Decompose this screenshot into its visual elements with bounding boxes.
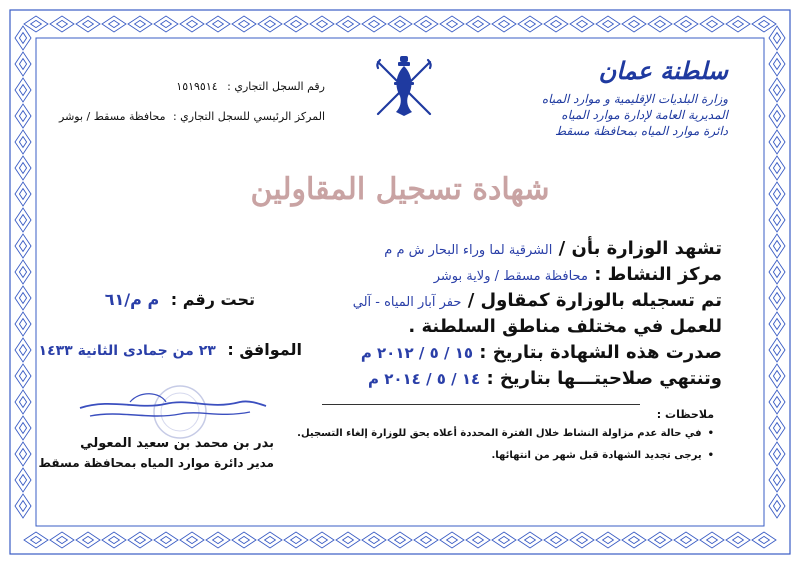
border-diamond — [206, 532, 230, 548]
registration-code: م م/٦١ — [104, 290, 160, 309]
border-diamond — [769, 390, 785, 414]
border-diamond — [769, 260, 785, 284]
border-diamond — [284, 532, 308, 548]
hijri-date: ٢٣ من جمادى الثانية ١٤٣٣ — [38, 343, 216, 359]
border-diamond — [769, 364, 785, 388]
under-number-line: تحت رقم : م م/٦١ — [104, 290, 255, 309]
border-diamond — [15, 468, 31, 492]
border-diamond — [24, 532, 48, 548]
notes-divider — [322, 404, 640, 405]
border-diamond — [769, 130, 785, 154]
border-diamond — [388, 16, 412, 32]
border-diamond — [752, 532, 776, 548]
border-diamond — [414, 532, 438, 548]
border-diamond — [769, 468, 785, 492]
border-diamond — [726, 16, 750, 32]
border-diamond — [362, 16, 386, 32]
activity-location: محافظة مسقط / ولاية بوشر — [433, 269, 588, 284]
border-diamond — [310, 532, 334, 548]
ministry-logo-text: سلطنة عمان — [598, 56, 728, 85]
commercial-register-number: رقم السجل التجاري : ١٥١٩٥١٤ — [176, 80, 325, 93]
expiry-date: ١٤ / ٥ / ٢٠١٤ م — [368, 370, 481, 388]
border-diamond — [15, 494, 31, 518]
department-name: دائرة موارد المياه بمحافظة مسقط — [554, 124, 728, 138]
border-diamond — [15, 312, 31, 336]
border-diamond — [15, 234, 31, 258]
border-diamond — [769, 26, 785, 50]
border-diamond — [15, 364, 31, 388]
border-diamond — [596, 532, 620, 548]
border-diamond — [15, 390, 31, 414]
border-diamond — [128, 16, 152, 32]
work-scope-line: للعمل في مختلف مناطق السلطنة . — [408, 316, 722, 337]
border-diamond — [769, 494, 785, 518]
border-diamond — [232, 16, 256, 32]
border-diamond — [518, 532, 542, 548]
border-diamond — [336, 532, 360, 548]
border-diamond — [15, 442, 31, 466]
certificate-title: شهادة تسجيل المقاولين — [250, 172, 550, 207]
border-diamond — [492, 532, 516, 548]
activity-line: مركز النشاط : محافظة مسقط / ولاية بوشر — [433, 264, 722, 285]
border-diamond — [154, 532, 178, 548]
border-diamond — [440, 16, 464, 32]
border-diamond — [50, 532, 74, 548]
signatory-position: مدير دائرة موارد المياه بمحافظة مسقط — [38, 456, 274, 470]
bullet-icon: • — [707, 450, 714, 461]
hijri-date-line: الموافق : ٢٣ من جمادى الثانية ١٤٣٣ — [38, 340, 302, 359]
border-diamond — [310, 16, 334, 32]
border-diamond — [622, 16, 646, 32]
issued-date-line: صدرت هذه الشهادة بتاريخ : ١٥ / ٥ / ٢٠١٢ م — [360, 342, 722, 363]
border-diamond — [769, 52, 785, 76]
border-diamond — [440, 532, 464, 548]
border-diamond — [570, 16, 594, 32]
border-diamond — [414, 16, 438, 32]
border-diamond — [648, 532, 672, 548]
contractor-category: حفر آبار المياه - آلي — [352, 295, 462, 310]
border-diamond — [544, 16, 568, 32]
border-diamond — [180, 532, 204, 548]
border-diamond — [15, 52, 31, 76]
border-diamond — [180, 16, 204, 32]
issued-date: ١٥ / ٥ / ٢٠١٢ م — [360, 344, 473, 362]
border-diamond — [769, 104, 785, 128]
border-diamond — [622, 532, 646, 548]
border-diamond — [769, 78, 785, 102]
border-diamond — [492, 16, 516, 32]
border-diamond — [544, 532, 568, 548]
border-diamond — [700, 532, 724, 548]
border-diamond — [15, 208, 31, 232]
oman-khanjar-emblem-icon — [370, 52, 438, 122]
border-diamond — [769, 416, 785, 440]
border-diamond — [102, 532, 126, 548]
border-diamond — [258, 16, 282, 32]
border-diamond — [76, 16, 100, 32]
border-diamond — [596, 16, 620, 32]
border-diamond — [769, 234, 785, 258]
border-diamond — [674, 532, 698, 548]
border-diamond — [466, 16, 490, 32]
ministry-name: وزارة البلديات الإقليمية و موارد المياه — [541, 92, 728, 106]
border-diamond — [726, 532, 750, 548]
border-diamond — [284, 16, 308, 32]
border-diamond — [15, 416, 31, 440]
border-diamond — [258, 532, 282, 548]
border-diamond — [769, 442, 785, 466]
border-diamond — [206, 16, 230, 32]
border-diamond — [769, 338, 785, 362]
border-diamond — [700, 16, 724, 32]
registered-as-line: تم تسجيله بالوزارة كمقاول / حفر آبار المياه - آلي — [352, 290, 722, 311]
border-diamond — [769, 286, 785, 310]
border-diamond — [336, 16, 360, 32]
directorate-name: المديرية العامة لإدارة موارد المياه — [561, 108, 728, 122]
border-diamond — [15, 260, 31, 284]
witness-line: تشهد الوزارة بأن / الشرقية لما وراء البحار ش م م — [384, 238, 722, 259]
border-diamond — [50, 16, 74, 32]
border-diamond — [15, 78, 31, 102]
border-diamond — [362, 532, 386, 548]
note-item: •في حالة عدم مزاولة النشاط خلال الفترة المحددة أعلاه يحق للوزارة إلغاء التسجيل. — [297, 428, 714, 439]
border-diamond — [15, 130, 31, 154]
border-diamond — [466, 532, 490, 548]
border-diamond — [15, 104, 31, 128]
border-diamond — [24, 16, 48, 32]
border-diamond — [388, 532, 412, 548]
border-diamond — [102, 16, 126, 32]
bullet-icon: • — [707, 428, 714, 439]
border-diamond — [15, 286, 31, 310]
expiry-date-line: وتنتهي صلاحيتـــها بتاريخ : ١٤ / ٥ / ٢٠١٤ م — [368, 368, 722, 389]
border-diamond — [570, 532, 594, 548]
company-name: الشرقية لما وراء البحار ش م م — [384, 243, 553, 258]
border-diamond — [15, 26, 31, 50]
border-diamond — [15, 338, 31, 362]
border-diamond — [769, 312, 785, 336]
border-diamond — [128, 532, 152, 548]
border-diamond — [648, 16, 672, 32]
border-diamond — [769, 208, 785, 232]
border-diamond — [232, 532, 256, 548]
border-diamond — [154, 16, 178, 32]
border-diamond — [752, 16, 776, 32]
note-item: •يرجى تجديد الشهادة قبل شهر من انتهائها. — [491, 450, 714, 461]
notes-heading: ملاحظات : — [656, 408, 714, 421]
border-diamond — [76, 532, 100, 548]
commercial-register-center: المركز الرئيسي للسجل التجاري : محافظة مسقط / بوشر — [59, 110, 325, 123]
signatory-name: بدر بن محمد بن سعيد المعولي — [80, 436, 274, 451]
border-diamond — [674, 16, 698, 32]
border-diamond — [518, 16, 542, 32]
